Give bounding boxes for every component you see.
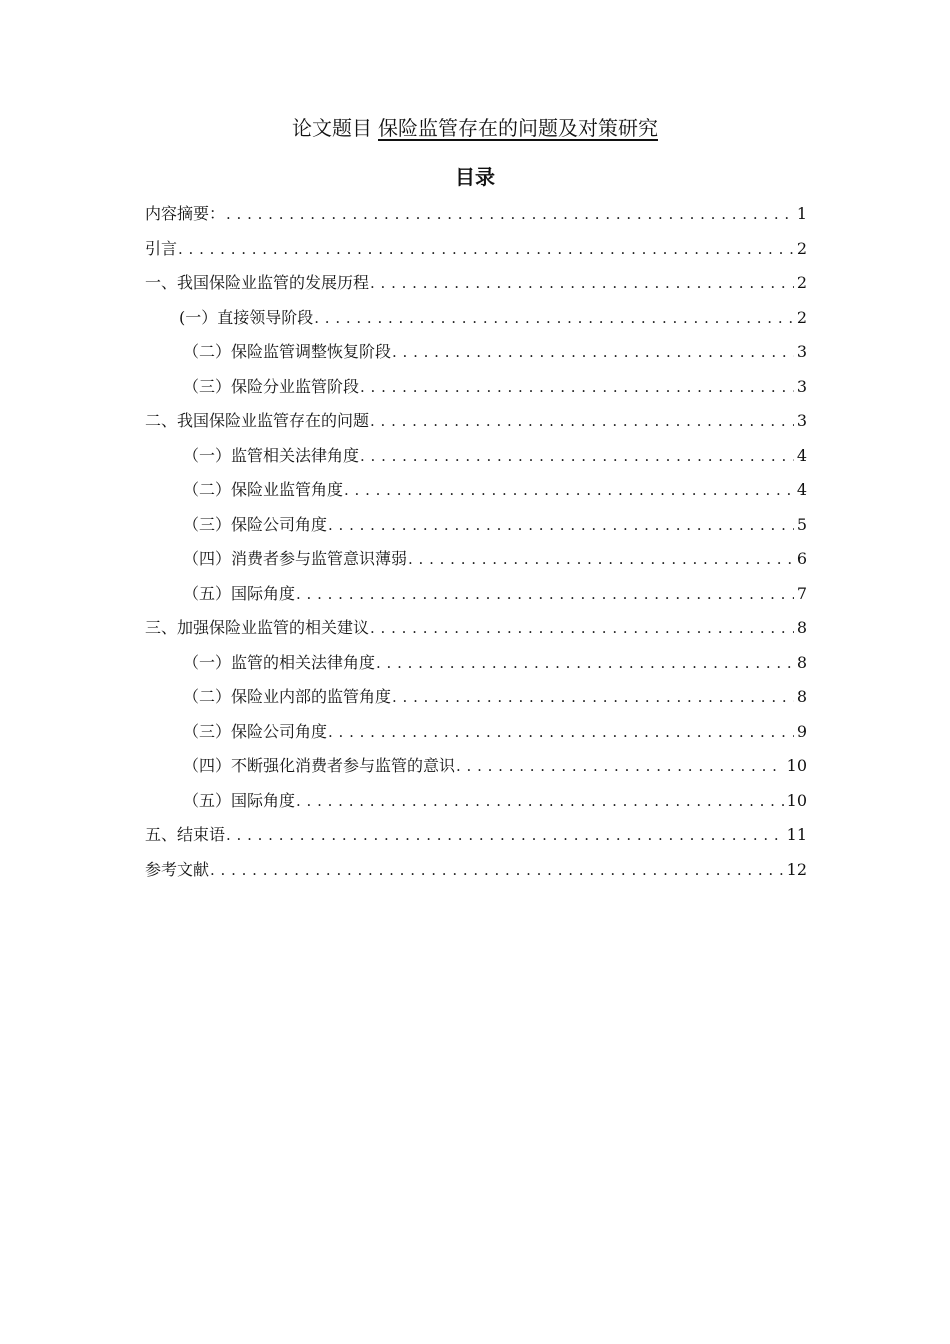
toc-entry-label: 内容摘要： bbox=[145, 204, 226, 223]
toc-entry-label: （三）保险分业监管阶段 bbox=[183, 376, 360, 396]
toc-entry-1-3[interactable] bbox=[145, 370, 807, 405]
thesis-title: 保险监管存在的问题及对策研究 bbox=[378, 116, 658, 140]
toc-entry-page: 7 bbox=[796, 583, 807, 603]
toc-entry-page: 8 bbox=[796, 618, 807, 637]
toc-entry-label: （二）保险业内部的监管角度 bbox=[183, 687, 392, 706]
toc-entry-label: （一）监管相关法律角度 bbox=[183, 445, 360, 465]
toc-entry-label: （四）消费者参与监管意识薄弱 bbox=[183, 549, 408, 568]
toc-dot-leader bbox=[392, 680, 794, 715]
toc-dot-leader bbox=[296, 577, 794, 612]
toc-dot-leader bbox=[226, 197, 794, 232]
toc-entry-page: 4 bbox=[796, 445, 807, 465]
toc-dot-leader bbox=[456, 749, 784, 784]
toc-entry-page: 12 bbox=[786, 859, 807, 879]
toc-entry-page: 2 bbox=[796, 307, 807, 327]
toc-entry-page: 3 bbox=[796, 342, 807, 361]
toc-entry-page: 6 bbox=[796, 549, 807, 568]
toc-dot-leader bbox=[360, 370, 794, 405]
toc-dot-leader bbox=[370, 611, 794, 646]
toc-dot-leader bbox=[376, 646, 794, 681]
toc-entry-label: 五、结束语 bbox=[145, 825, 226, 844]
toc-dot-leader bbox=[328, 508, 794, 543]
toc-entry-label: （一）监管的相关法律角度 bbox=[183, 652, 376, 672]
toc-dot-leader bbox=[210, 853, 784, 888]
toc-entry-chapter-2[interactable] bbox=[145, 404, 807, 439]
toc-entry-2-3[interactable] bbox=[145, 508, 807, 543]
toc-entry-chapter-1[interactable] bbox=[145, 266, 807, 301]
toc-dot-leader bbox=[226, 818, 784, 853]
thesis-title-prefix: 论文题目 bbox=[292, 116, 372, 140]
thesis-title-line bbox=[0, 113, 950, 143]
toc-entry-conclusion[interactable] bbox=[145, 818, 807, 853]
toc-dot-leader bbox=[408, 542, 794, 577]
toc-entry-label: (一）直接领导阶段 bbox=[179, 307, 314, 327]
toc-entry-page: 5 bbox=[796, 514, 807, 534]
toc-entry-label: 一、我国保险业监管的发展历程 bbox=[145, 273, 370, 292]
toc-entry-page: 8 bbox=[796, 687, 807, 706]
toc-entry-references[interactable] bbox=[145, 853, 807, 888]
toc-entry-label: 二、我国保险业监管存在的问题 bbox=[145, 411, 370, 430]
toc-entry-page: 10 bbox=[786, 756, 807, 775]
toc-dot-leader bbox=[360, 439, 794, 474]
toc-entry-1-2[interactable] bbox=[145, 335, 807, 370]
toc-dot-leader bbox=[328, 715, 794, 750]
toc-entry-2-1[interactable] bbox=[145, 439, 807, 474]
toc-entry-page: 2 bbox=[796, 238, 807, 258]
toc-entry-page: 4 bbox=[796, 480, 807, 499]
toc-entry-label: 三、加强保险业监管的相关建议 bbox=[145, 618, 370, 637]
toc-dot-leader bbox=[178, 232, 794, 267]
toc-entry-1-1[interactable] bbox=[145, 301, 807, 336]
toc-entry-2-2[interactable] bbox=[145, 473, 807, 508]
toc-entry-label: （五）国际角度 bbox=[183, 790, 296, 810]
toc-entry-label: （五）国际角度 bbox=[183, 583, 296, 603]
toc-entry-page: 9 bbox=[796, 721, 807, 741]
toc-entry-label: （二）保险业监管角度 bbox=[183, 480, 344, 499]
toc-entry-3-3[interactable] bbox=[145, 715, 807, 750]
toc-heading: 目录 bbox=[455, 165, 495, 189]
toc-entry-3-1[interactable] bbox=[145, 646, 807, 681]
toc-entry-page: 8 bbox=[796, 652, 807, 672]
toc-dot-leader bbox=[370, 266, 794, 301]
toc-entry-label: （二）保险监管调整恢复阶段 bbox=[183, 342, 392, 361]
toc-entry-2-5[interactable] bbox=[145, 577, 807, 612]
toc-entry-page: 3 bbox=[796, 411, 807, 430]
toc-dot-leader bbox=[296, 784, 784, 819]
toc-dot-leader bbox=[314, 301, 794, 336]
toc-entry-3-4[interactable] bbox=[145, 749, 807, 784]
toc-entry-page: 10 bbox=[786, 790, 807, 810]
toc-entry-page: 2 bbox=[796, 273, 807, 292]
table-of-contents bbox=[145, 197, 807, 887]
toc-entry-3-5[interactable] bbox=[145, 784, 807, 819]
toc-entry-label: （四）不断强化消费者参与监管的意识 bbox=[183, 756, 456, 775]
toc-entry-label: （三）保险公司角度 bbox=[183, 514, 328, 534]
toc-entry-label: 引言 bbox=[145, 238, 178, 258]
toc-entry-page: 11 bbox=[786, 825, 807, 844]
toc-dot-leader bbox=[344, 473, 794, 508]
toc-entry-label: 参考文献 bbox=[145, 859, 210, 879]
toc-entry-abstract[interactable] bbox=[145, 197, 807, 232]
toc-entry-introduction[interactable] bbox=[145, 232, 807, 267]
toc-entry-3-2[interactable] bbox=[145, 680, 807, 715]
toc-entry-label: （三）保险公司角度 bbox=[183, 721, 328, 741]
toc-dot-leader bbox=[370, 404, 794, 439]
toc-dot-leader bbox=[392, 335, 794, 370]
toc-entry-chapter-3[interactable] bbox=[145, 611, 807, 646]
toc-entry-page: 1 bbox=[796, 204, 807, 223]
toc-entry-page: 3 bbox=[796, 376, 807, 396]
toc-entry-2-4[interactable] bbox=[145, 542, 807, 577]
